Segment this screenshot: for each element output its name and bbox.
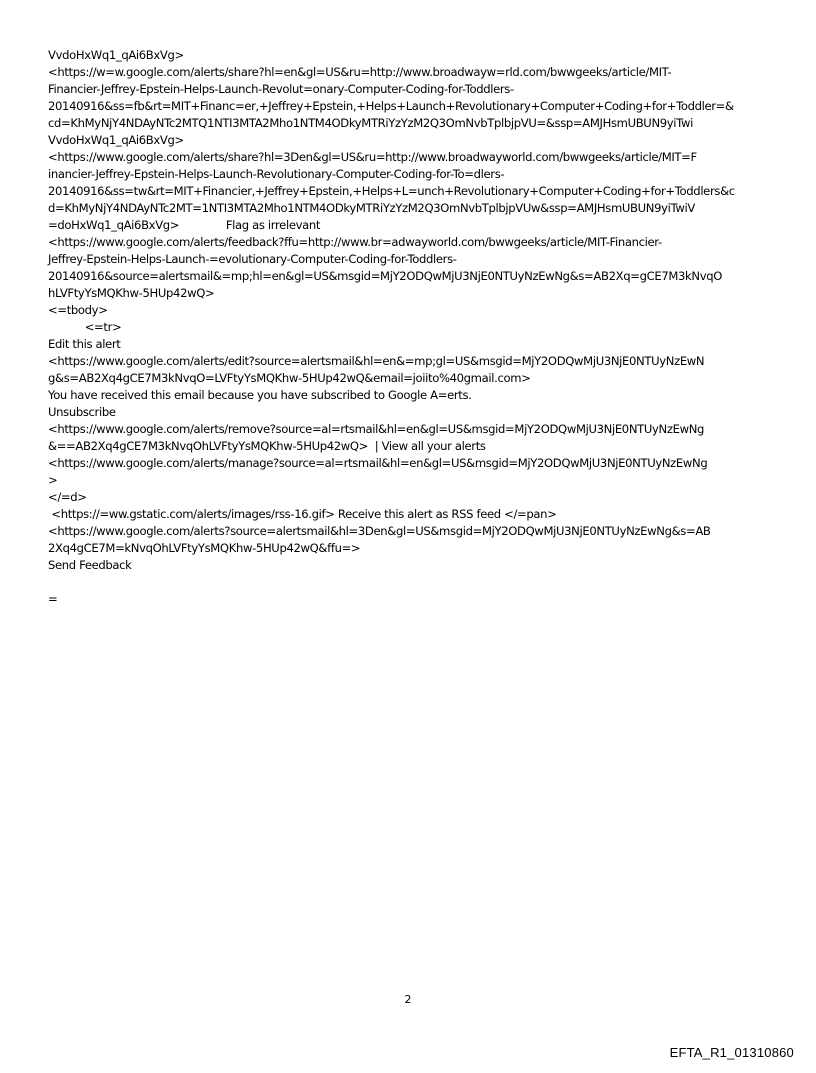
text-line: <https://=ww.gstatic.com/alerts/images/rss-16.gif> Receive this alert as RSS feed </=pan> (48, 507, 557, 521)
text-line: <https://www.google.com/alerts/edit?source=alertsmail&hl=en&=mp;gl=US&msgid=MjY2ODQwMjU3NjE0NTUyNzEwN (48, 354, 705, 368)
text-line: Edit this alert (48, 337, 121, 351)
text-line: g&s=AB2Xq4gCE7M3kNvqO=LVFtyYsMQKhw-5HUp42wQ&email=joiito%40gmail.com> (48, 371, 531, 385)
text-line: <https://www.google.com/alerts?source=alertsmail&hl=3Den&gl=US&msgid=MjY2ODQwMjU3NjE0NTUyNzEwNg&s=AB (48, 524, 711, 538)
text-line: inancier-Jeffrey-Epstein-Helps-Launch-Revolutionary-Computer-Coding-for-To=dlers- (48, 167, 505, 181)
text-line: Jeffrey-Epstein-Helps-Launch-=evolutionary-Computer-Coding-for-Toddlers- (48, 252, 457, 266)
text-line: Unsubscribe (48, 405, 116, 419)
document-body (48, 47, 774, 608)
text-line: 2Xq4gCE7M=kNvqOhLVFtyYsMQKhw-5HUp42wQ&ffu=> (48, 541, 361, 555)
text-line: > (48, 473, 58, 487)
text-line: VvdoHxWq1_qAi6BxVg> (48, 133, 184, 147)
text-line: <=tr> (48, 320, 122, 334)
text-line: hLVFtyYsMQKhw-5HUp42wQ> (48, 286, 215, 300)
text-line: &==AB2Xq4gCE7M3kNvqOhLVFtyYsMQKhw-5HUp42wQ> | View all your alerts (48, 439, 486, 453)
text-line: cd=KhMyNjY4NDAyNTc2MTQ1NTI3MTA2Mho1NTM4ODkyMTRiYzYzM2Q3OmNvbTplbjpVU=&ssp=AMJHsmUBUN9yiTwi (48, 116, 693, 130)
text-line: 20140916&ss=fb&rt=MIT+Financ=er,+Jeffrey+Epstein,+Helps+Launch+Revolutionary+Computer+Coding+for+Toddler=& (48, 99, 734, 113)
text-line: = (48, 592, 58, 606)
text-line: VvdoHxWq1_qAi6BxVg> (48, 48, 184, 62)
text-line: <https://www.google.com/alerts/remove?source=al=rtsmail&hl=en&gl=US&msgid=MjY2ODQwMjU3NjE0NTUyNzEwNg (48, 422, 705, 436)
text-line: Financier-Jeffrey-Epstein-Helps-Launch-Revolut=onary-Computer-Coding-for-Toddlers- (48, 82, 514, 96)
text-line: You have received this email because you have subscribed to Google A=erts. (48, 388, 472, 402)
text-line: <https://www.google.com/alerts/share?hl=3Den&gl=US&ru=http://www.broadwayworld.com/bwwgeeks/article/MIT=F (48, 150, 697, 164)
document-id-footer: EFTA_R1_01310860 (669, 1045, 794, 1060)
page-number: 2 (404, 993, 412, 1006)
text-line: <https://w=w.google.com/alerts/share?hl=en&gl=US&ru=http://www.broadwayw=rld.com/bwwgeeks/article/MIT- (48, 65, 672, 79)
text-line: <=tbody> (48, 303, 108, 317)
text-line: <https://www.google.com/alerts/manage?source=al=rtsmail&hl=en&gl=US&msgid=MjY2ODQwMjU3NjE0NTUyNzEwNg (48, 456, 708, 470)
text-line: =doHxWq1_qAi6BxVg> Flag as irrelevant (48, 218, 321, 232)
text-line: d=KhMyNjY4NDAyNTc2MT=1NTI3MTA2Mho1NTM4ODkyMTRiYzYzM2Q3OmNvbTplbjpVUw&ssp=AMJHsmUBUN9yiTwiV (48, 201, 695, 215)
blank-line (48, 574, 774, 591)
text-line: 20140916&ss=tw&rt=MIT+Financier,+Jeffrey+Epstein,+Helps+L=unch+Revolutionary+Computer+Coding+for+Toddlers&c (48, 184, 735, 198)
text-line: <https://www.google.com/alerts/feedback?ffu=http://www.br=adwayworld.com/bwwgeeks/article/MIT-Financier- (48, 235, 662, 249)
text-line: Send Feedback (48, 558, 132, 572)
text-line: </=d> (48, 490, 87, 504)
text-line: 20140916&source=alertsmail&=mp;hl=en&gl=US&msgid=MjY2ODQwMjU3NjE0NTUyNzEwNg&s=AB2Xq=gCE7M3kNvqO (48, 269, 723, 283)
